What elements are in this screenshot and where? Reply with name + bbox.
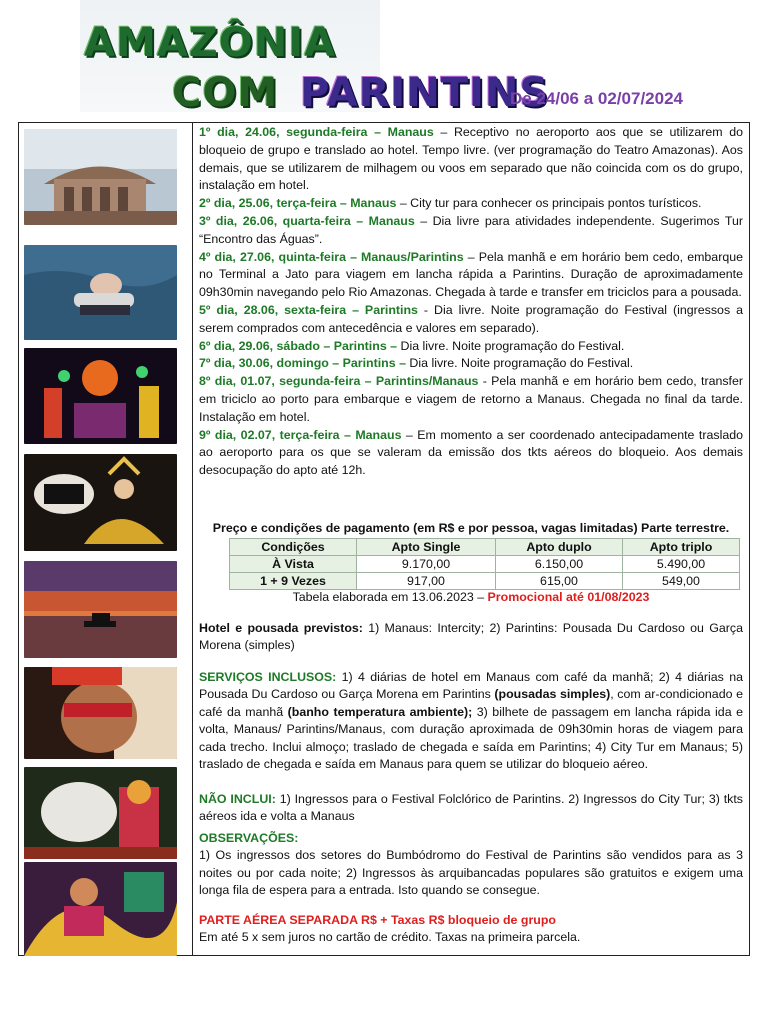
- col-header: Apto triplo: [623, 539, 740, 556]
- price-heading: Preço e condições de pagamento (em R$ e por pessoa, vagas limitadas) Parte terrestre.: [212, 521, 730, 535]
- day-text: – City tur para conhecer os principais pontos turísticos.: [396, 196, 702, 211]
- air-label: PARTE AÉREA SEPARADA R$ + Taxas R$ bloqueio de grupo: [199, 913, 556, 927]
- services-bold: (pousadas simples): [494, 687, 611, 702]
- boi-bumba-photo: [24, 454, 177, 551]
- itinerary-day-6: [199, 338, 743, 356]
- day-text: – Em momento a ser coordenado antecipadamente traslado ao aeroporto para os que se valeram da emissão dos tkts aéreos do bloqueio. Aos demais desocupação do apto até 12h.: [199, 427, 743, 478]
- promo-note: Promocional até 01/08/2023: [487, 590, 650, 604]
- price-table: [229, 538, 740, 590]
- price-row: [230, 573, 740, 590]
- price-cell: 1 + 9 Vezes: [230, 573, 357, 590]
- trip-dates: De 24/06 a 02/07/2024: [510, 89, 683, 108]
- itinerary-day-5: [199, 302, 743, 338]
- day-text: - Pela manhã e em horário bem cedo, transfer em triciclo ao porto para embarque e viagem de retorno a Manaus. Chegada no final da tarde. Instalação em hotel.: [199, 374, 744, 424]
- observations-section: [199, 830, 743, 900]
- observations-text: 1) Os ingressos dos setores do Bumbódromo do Festival de Parintins são vendidos para as 3 noites ou por cada noite; 2) Ingressos às arquibancadas populares são gratuitos e exigem uma longa fila de espera para a entrada. Isto quando se consegue.: [199, 848, 743, 898]
- col-header: Condições: [230, 539, 357, 556]
- services-text: , com ar-condicionado e café da manhã: [199, 687, 743, 719]
- day-label: 6º dia, 29.06, sábado – Parintins –: [199, 338, 398, 353]
- observations-label: OBSERVAÇÕES:: [199, 831, 299, 845]
- day-label: 5º dia, 28.06, sexta-feira – Parintins: [199, 302, 418, 317]
- title-com: COM: [172, 70, 279, 116]
- day-label: 3º dia, 26.06, quarta-feira – Manaus: [199, 213, 415, 228]
- boi-parade-photo: [24, 767, 177, 859]
- river-swimming-photo: [24, 245, 177, 340]
- hotels-section: [199, 620, 743, 655]
- day-text: Dia livre. Noite programação do Festival.: [405, 356, 634, 371]
- indigenous-face-paint-photo: [24, 667, 177, 759]
- festival-night-photo: [24, 348, 177, 444]
- title-amazonia: AMAZÔNIA: [84, 20, 337, 66]
- itinerary-day-8: [199, 373, 743, 426]
- festival-dancer-photo: [24, 862, 177, 956]
- price-cell: 9.170,00: [357, 556, 496, 573]
- price-cell: 6.150,00: [496, 556, 623, 573]
- air-section: [199, 912, 743, 947]
- price-note: [199, 590, 743, 604]
- sunset-boat-photo: [24, 561, 177, 658]
- day-label: 8º dia, 01.07, segunda-feira – Parintins/Manaus: [199, 374, 479, 389]
- day-label: 4º dia, 27.06, quinta-feira – Manaus/Parintins: [199, 249, 464, 264]
- itinerary-day-9: [199, 427, 743, 480]
- price-cell: 5.490,00: [623, 556, 740, 573]
- price-cell: 917,00: [357, 573, 496, 590]
- day-text: – Receptivo no aeroporto aos que se utilizarem do bloqueio de grupo e translado ao hotel. Tempo livre. (ver programação do Teatro Amazonas). Aos demais, que se utilizarem de milhagem ou voos em separado que não coincida com os do grupo, instalação em hotel.: [199, 125, 743, 193]
- hotels-label: Hotel e pousada previstos:: [199, 621, 363, 635]
- itinerary-day-4: [199, 249, 743, 302]
- day-text: – Pela manhã e em horário bem cedo, embarque no Terminal a Jato para viagem em lancha rápida a Parintins. Duração de aproximadamente 09h30min navegando pelo Rio Amazonas. Chegada à tarde e transfer em triciclos para a pousada.: [199, 249, 743, 300]
- price-cell: 615,00: [496, 573, 623, 590]
- itinerary: [199, 124, 743, 480]
- day-text: Dia livre. Noite programação do Festival.: [397, 338, 625, 353]
- services-label: SERVIÇOS INCLUSOS:: [199, 670, 337, 684]
- column-divider: [192, 122, 193, 956]
- services-bold: (banho temperatura ambiente);: [287, 704, 473, 719]
- itinerary-day-1: [199, 124, 743, 195]
- title-parintins: PARINTINS: [300, 70, 550, 116]
- day-text: – Dia livre para atividades independente. Sugerimos Tur “Encontro das Águas”.: [199, 213, 743, 246]
- col-header: Apto Single: [357, 539, 496, 556]
- teatro-amazonas-photo: [24, 129, 177, 225]
- not-included-label: NÃO INCLUI:: [199, 792, 276, 806]
- services-section: [199, 669, 743, 773]
- price-cell: 549,00: [623, 573, 740, 590]
- itinerary-day-2: [199, 195, 743, 213]
- day-text: - Dia livre. Noite programação do Festival (ingressos a serem comprados com antecedência e valores em separado).: [199, 302, 743, 335]
- itinerary-day-7: [199, 355, 743, 373]
- price-cell: À Vista: [230, 556, 357, 573]
- air-text: Em até 5 x sem juros no cartão de crédito. Taxas na primeira parcela.: [199, 930, 581, 945]
- price-table-header: [230, 539, 740, 556]
- services-text: 1) 4 diárias de hotel em Manaus com café da manhã; 2) 4 diárias na Pousada Du Cardoso ou Garça Morena em Parintins: [199, 670, 743, 702]
- services-text: 3) bilhete de passagem em lancha rápida ida e volta, Manaus/ Parintins/Manaus, com duração aproximada de 09h30min horas de viagem para cada trecho. Inclui almoço; traslado de chegada e saída em Parintins; 4) City Tur em Manaus; 5) traslado de chegada e saída em Manaus para quem se utilizar do bloqueio aéreo.: [199, 704, 743, 772]
- not-included-section: [199, 791, 743, 826]
- col-header: Apto duplo: [496, 539, 623, 556]
- day-label: 9º dia, 02.07, terça-feira – Manaus: [199, 427, 402, 442]
- day-label: 1º dia, 24.06, segunda-feira – Manaus: [199, 125, 434, 139]
- day-label: 2º dia, 25.06, terça-feira – Manaus: [199, 196, 397, 211]
- price-row: [230, 556, 740, 573]
- hotels-text: 1) Manaus: Intercity; 2) Parintins: Pousada Du Cardoso ou Garça Morena (simples): [199, 621, 743, 653]
- itinerary-day-3: [199, 213, 743, 249]
- day-label: 7º dia, 30.06, domingo – Parintins –: [199, 356, 406, 371]
- table-date-note: Tabela elaborada em 13.06.2023 –: [292, 590, 485, 604]
- not-included-text: 1) Ingressos para o Festival Folclórico de Parintins. 2) Ingressos do City Tur; 3) tkts aéreos ida e volta a Manaus: [199, 792, 744, 824]
